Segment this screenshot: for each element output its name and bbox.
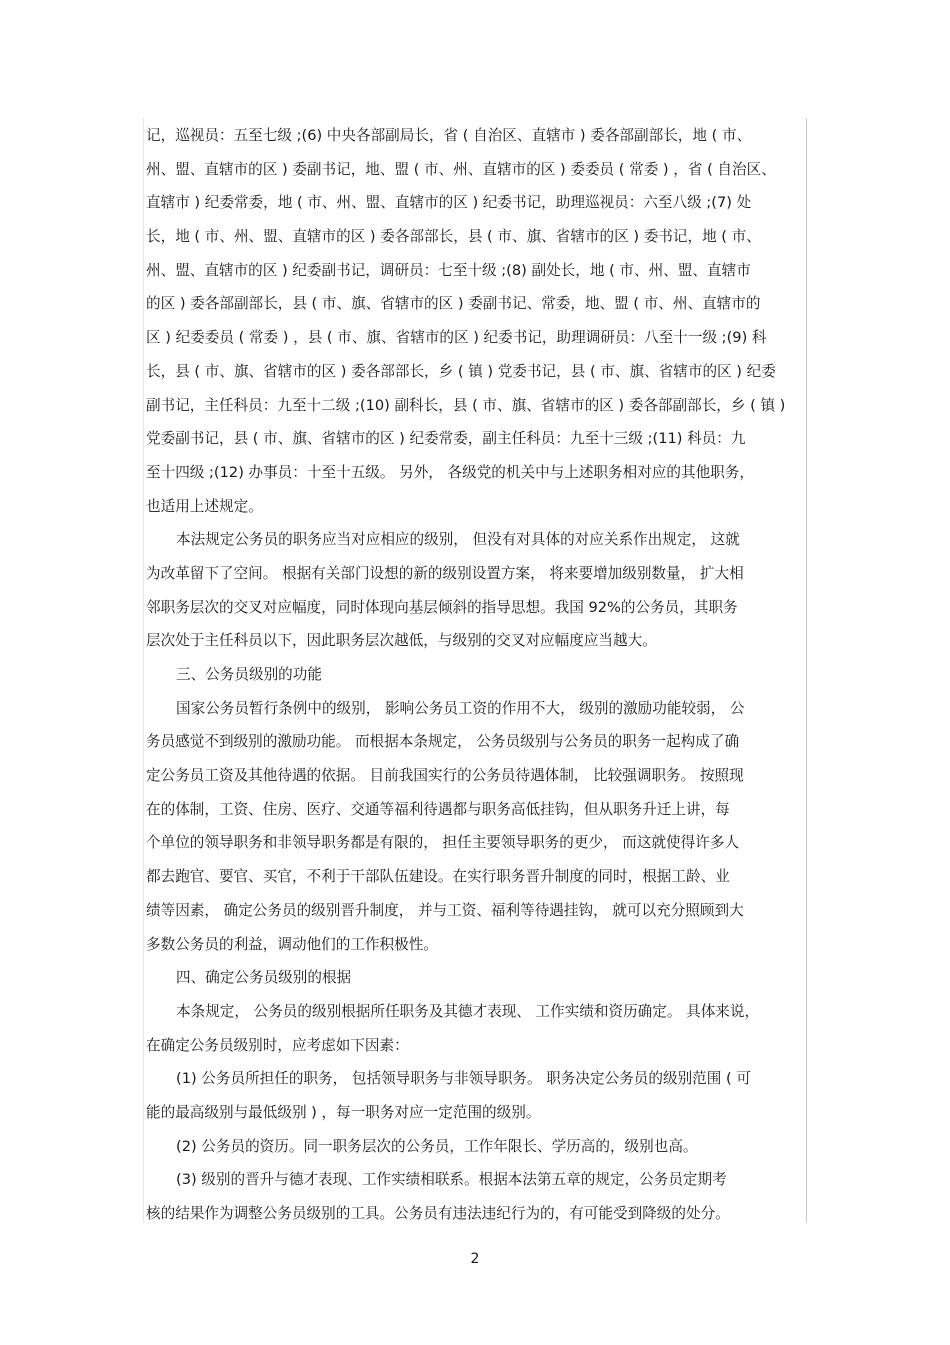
text-line: 核的结果作为调整公务员级别的工具。公务员有违法违纪行为的，有可能受到降级的处分。	[146, 1205, 730, 1222]
page-frame-left-border	[143, 118, 144, 1223]
text-line: 州、盟、直辖市的区 ) 委副书记，地、盟 ( 市、州、直辖市的区 ) 委委员 ( 常委 ) ，省 ( 自治区、	[146, 160, 776, 178]
section-heading: 三、公务员级别的功能	[176, 666, 322, 683]
text-line: 能的最高级别与最低级别 ) ，每一职务对应一定范围的级别。	[146, 1103, 541, 1121]
text-line: 为改革留下了空间。 根据有关部门设想的新的级别设置方案， 将来要增加级别数量， 扩大相	[146, 564, 744, 582]
text-line: 务员感觉不到级别的激励功能。 而根据本条规定， 公务员级别与公务员的职务一起构成了确	[146, 733, 740, 751]
text-line: 区 ) 纪委委员 ( 常委 ) ，县 ( 市、旗、省辖市的区 ) 纪委书记，助理调研员：八至十一级 ;(9) 科	[146, 329, 767, 347]
text-line: 副书记，主任科员：九至十二级 ;(10) 副科长，县 ( 市、旗、省辖市的区 ) 委各部副部长，乡 ( 镇 )	[146, 396, 786, 414]
text-line: 长，地 ( 市、州、盟、直辖市的区 ) 委各部部长，县 ( 市、旗、省辖市的区 ) 委书记，地 ( 市、	[146, 228, 761, 246]
text-line: 直辖市 ) 纪委常委，地 ( 市、州、盟、直辖市的区 ) 纪委书记，助理巡视员：六至八级 ;(7) 处	[146, 194, 752, 212]
text-line: 的区 ) 委各部副部长，县 ( 市、旗、省辖市的区 ) 委副书记、常委，地、盟 ( 市、州、直辖市的	[146, 295, 761, 313]
text-line: 党委副书记，县 ( 市、旗、省辖市的区 ) 纪委常委，副主任科员：九至十三级 ;(11) 科员：九	[146, 430, 746, 448]
text-line: (2) 公务员的资历。同一职务层次的公务员，工作年限长、学历高的，级别也高。	[176, 1137, 698, 1155]
text-line: 长，县 ( 市、旗、省辖市的区 ) 委各部部长，乡 ( 镇 ) 党委书记，县 ( 市、旗、省辖市的区 ) 纪委	[146, 362, 776, 380]
text-line: 在的体制，工资、住房、医疗、交通等福利待遇都与职务高低挂钩，但从职务升迁上讲，每	[146, 800, 730, 818]
text-line: 也适用上述规定。	[146, 497, 263, 515]
page-frame-right-border	[806, 118, 807, 1223]
text-line: 记，巡视员：五至七级 ;(6) 中央各部副局长，省 ( 自治区、直辖市 ) 委各部副部长，地 ( 市、	[146, 127, 752, 144]
text-line: 州、盟、直辖市的区 ) 纪委副书记，调研员：七至十级 ;(8) 副处长，地 ( 市、州、盟、直辖市	[146, 261, 751, 279]
text-line: 层次处于主任科员以下，因此职务层次越低，与级别的交叉对应幅度应当越大。	[146, 632, 657, 650]
text-line: 定公务员工资及其他待遇的依据。 目前我国实行的公务员待遇体制， 比较强调职务。 按照现	[146, 767, 744, 785]
section-heading: 四、确定公务员级别的根据	[176, 969, 352, 987]
text-line: 绩等因素， 确定公务员的级别晋升制度， 并与工资、福利等待遇挂钩， 就可以充分照顾到大	[146, 901, 744, 919]
text-line: 个单位的领导职务和非领导职务都是有限的， 担任主要领导职务的更少， 而这就使得许多人	[146, 834, 740, 852]
text-line: 本法规定公务员的职务应当对应相应的级别， 但没有对具体的对应关系作出规定， 这就	[176, 531, 740, 549]
text-line: 邻职务层次的交叉对应幅度，同时体现向基层倾斜的指导思想。我国 92%的公务员，其职务	[146, 598, 738, 616]
body-text	[146, 119, 804, 1231]
text-line: 本条规定， 公务员的级别根据所任职务及其德才表现、 工作实绩和资历确定。 具体来说，	[176, 1002, 760, 1020]
text-line: 国家公务员暂行条例中的级别， 影响公务员工资的作用不大， 级别的激励功能较弱， 公	[176, 699, 745, 717]
text-line: 至十四级 ;(12) 办事员：十至十五级。 另外， 各级党的机关中与上述职务相对应的其他职务，	[146, 463, 754, 481]
page-number: 2	[470, 1251, 480, 1267]
text-line: (1) 公务员所担任的职务， 包括领导职务与非领导职务。 职务决定公务员的级别范围 ( 可	[176, 1070, 751, 1088]
text-line: 在确定公务员级别时，应考虑如下因素：	[146, 1036, 409, 1054]
text-line: 都去跑官、要官、买官，不利于干部队伍建设。在实行职务晋升制度的同时，根据工龄、业	[146, 868, 730, 886]
text-line: 多数公务员的利益，调动他们的工作积极性。	[146, 935, 438, 953]
text-line: (3) 级别的晋升与德才表现、工作实绩相联系。根据本法第五章的规定，公务员定期考	[176, 1171, 727, 1189]
